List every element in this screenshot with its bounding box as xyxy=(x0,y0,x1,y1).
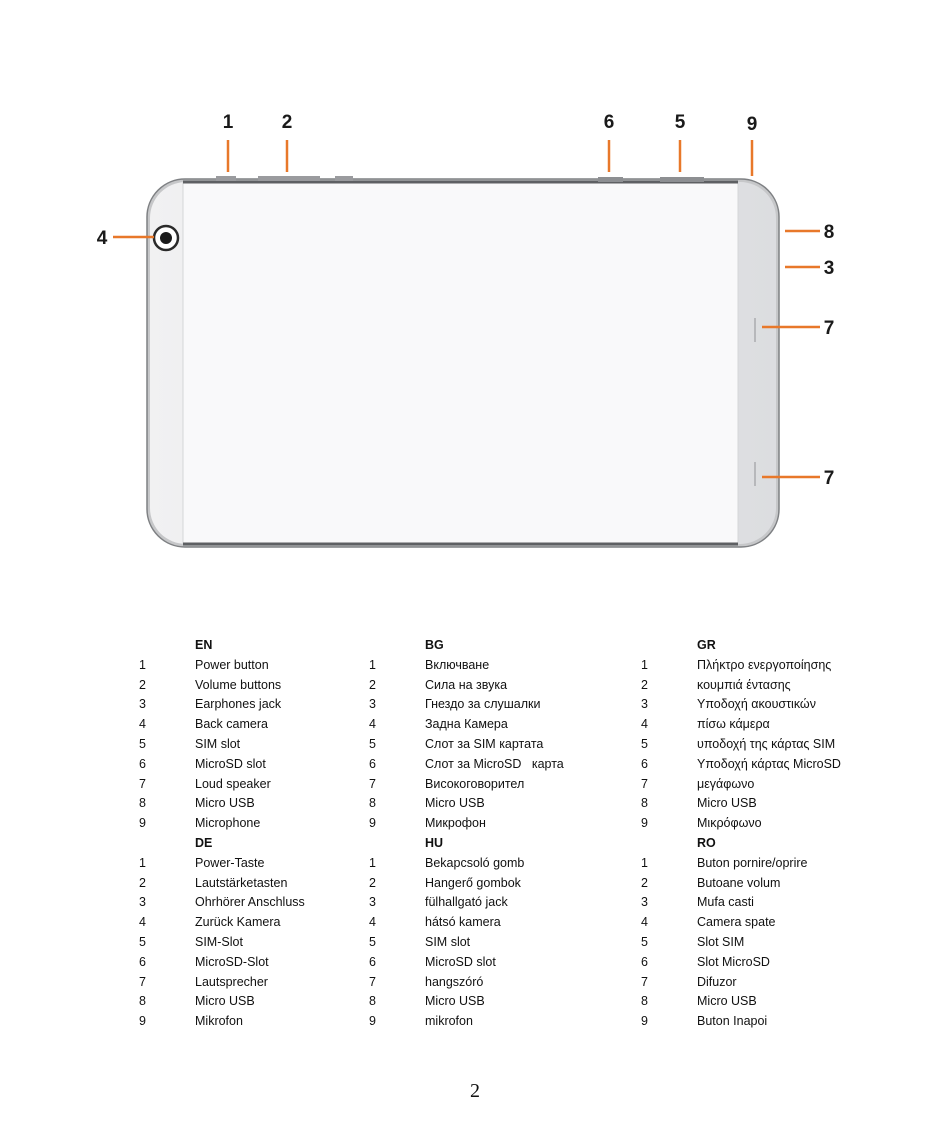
legend-row xyxy=(137,794,367,814)
page-number: 2 xyxy=(470,1080,480,1102)
item-label: Слот за SIM картата xyxy=(425,736,544,751)
legend-row xyxy=(137,735,367,755)
item-number: 7 xyxy=(369,776,376,791)
legend-row xyxy=(367,992,632,1012)
item-number: 9 xyxy=(369,1014,376,1029)
item-number: 1 xyxy=(139,657,146,672)
item-number: 1 xyxy=(369,657,376,672)
item-number: 8 xyxy=(369,796,376,811)
legend-row xyxy=(137,715,367,735)
item-number: 6 xyxy=(139,756,146,771)
item-label: MicroSD slot xyxy=(425,954,496,969)
legend-row xyxy=(639,1012,919,1032)
item-number: 2 xyxy=(369,875,376,890)
legend-row xyxy=(367,874,632,894)
item-label: hátsó kamera xyxy=(425,915,501,930)
item-number: 9 xyxy=(369,816,376,831)
item-label: κουμπιά έντασης xyxy=(697,677,791,692)
item-label: Slot SIM xyxy=(697,934,745,949)
callout-7-top: 7 xyxy=(823,318,835,339)
legend-row xyxy=(137,695,367,715)
item-number: 7 xyxy=(641,776,648,791)
item-label: SIM-Slot xyxy=(195,934,243,949)
legend-row xyxy=(367,913,632,933)
item-number: 3 xyxy=(139,895,146,910)
item-number: 6 xyxy=(139,954,146,969)
callout-4: 4 xyxy=(96,228,108,249)
item-number: 3 xyxy=(139,697,146,712)
legend-gr xyxy=(639,636,919,834)
item-label: Задна Камера xyxy=(425,717,508,732)
item-label: Power button xyxy=(195,657,269,672)
legend-row xyxy=(367,893,632,913)
item-number: 2 xyxy=(139,677,146,692)
item-number: 9 xyxy=(139,816,146,831)
legend-en xyxy=(137,636,367,834)
item-label: Slot MicroSD xyxy=(697,954,770,969)
item-label: Micro USB xyxy=(195,796,255,811)
legend-heading: BG xyxy=(425,638,444,652)
legend-row xyxy=(639,933,919,953)
item-number: 9 xyxy=(641,816,648,831)
item-label: Гнездо за слушалки xyxy=(425,697,541,712)
legend-row xyxy=(639,794,919,814)
legend-row xyxy=(137,992,367,1012)
item-label: mikrofon xyxy=(425,1014,473,1029)
item-label: Mufa casti xyxy=(697,895,754,910)
legend-row xyxy=(367,814,632,834)
item-number: 6 xyxy=(369,756,376,771)
legend-heading: HU xyxy=(425,836,444,850)
item-label: Micro USB xyxy=(425,994,485,1009)
legend-row xyxy=(639,913,919,933)
legend-row xyxy=(639,992,919,1012)
item-label: Сила на звука xyxy=(425,677,508,692)
legend-row xyxy=(137,676,367,696)
legend-row xyxy=(137,893,367,913)
callout-9: 9 xyxy=(746,114,758,135)
item-number: 1 xyxy=(641,657,648,672)
legend-row xyxy=(367,735,632,755)
item-label: μεγάφωνο xyxy=(697,776,755,791)
item-label: Hangerő gombok xyxy=(425,875,521,890)
legend-heading: RO xyxy=(697,836,716,850)
legend-row xyxy=(137,755,367,775)
item-label: Lautsprecher xyxy=(195,974,268,989)
legend-row xyxy=(367,1012,632,1032)
item-label: Back camera xyxy=(195,717,268,732)
item-number: 6 xyxy=(641,756,648,771)
item-number: 8 xyxy=(641,796,648,811)
item-number: 4 xyxy=(369,717,376,732)
item-label: Micro USB xyxy=(697,994,757,1009)
item-label: Buton pornire/oprire xyxy=(697,855,808,870)
legend-row xyxy=(639,695,919,715)
item-number: 5 xyxy=(369,736,376,751)
item-number: 9 xyxy=(641,1014,648,1029)
callout-7-bottom: 7 xyxy=(823,468,835,489)
tablet-body xyxy=(147,179,779,547)
item-label: Micro USB xyxy=(697,796,757,811)
item-number: 2 xyxy=(641,677,648,692)
legend-row xyxy=(639,676,919,696)
item-number: 5 xyxy=(369,934,376,949)
item-number: 3 xyxy=(641,895,648,910)
legend-row xyxy=(639,656,919,676)
item-number: 7 xyxy=(139,776,146,791)
back-camera-icon xyxy=(154,226,178,250)
item-number: 1 xyxy=(139,855,146,870)
item-label: Power-Taste xyxy=(195,855,265,870)
item-number: 5 xyxy=(139,736,146,751)
item-number: 2 xyxy=(369,677,376,692)
item-label: SIM slot xyxy=(425,934,471,949)
legend-row xyxy=(639,874,919,894)
callout-6: 6 xyxy=(603,112,615,133)
legend-row xyxy=(137,874,367,894)
legend-row xyxy=(367,775,632,795)
item-label: Micro USB xyxy=(425,796,485,811)
item-label: Camera spate xyxy=(697,915,776,930)
item-number: 4 xyxy=(139,717,146,732)
legend-row xyxy=(639,854,919,874)
item-label: Butoane volum xyxy=(697,875,781,890)
legend-row xyxy=(367,973,632,993)
legend-row xyxy=(367,794,632,814)
legend-row xyxy=(639,953,919,973)
item-label: Loud speaker xyxy=(195,776,271,791)
item-label: Lautstärketasten xyxy=(195,875,288,890)
item-number: 3 xyxy=(369,697,376,712)
item-label: υποδοχή της κάρτας SIM xyxy=(697,736,836,751)
item-number: 5 xyxy=(641,934,648,949)
legend-row xyxy=(137,656,367,676)
item-label: Υποδοχή ακουστικών xyxy=(697,697,816,712)
legend-row xyxy=(367,656,632,676)
item-number: 8 xyxy=(139,994,146,1009)
item-number: 6 xyxy=(369,954,376,969)
legend-row xyxy=(639,973,919,993)
item-number: 5 xyxy=(641,736,648,751)
callout-1: 1 xyxy=(222,112,234,133)
item-number: 8 xyxy=(369,994,376,1009)
item-number: 4 xyxy=(369,915,376,930)
item-label: Buton Inapoi xyxy=(697,1014,768,1029)
item-label: Включване xyxy=(425,657,490,672)
legend-row xyxy=(367,695,632,715)
item-number: 3 xyxy=(641,697,648,712)
callout-5: 5 xyxy=(674,112,686,133)
legend-heading: EN xyxy=(195,638,213,652)
item-number: 8 xyxy=(641,994,648,1009)
item-number: 8 xyxy=(139,796,146,811)
callout-8: 8 xyxy=(823,222,835,243)
item-label: Mikrofon xyxy=(195,1014,243,1029)
legend-row xyxy=(639,715,919,735)
item-label: Micro USB xyxy=(195,994,255,1009)
legend-row xyxy=(367,755,632,775)
legend-heading: GR xyxy=(697,638,716,652)
item-number: 3 xyxy=(369,895,376,910)
legend-row xyxy=(367,854,632,874)
item-label: Earphones jack xyxy=(195,697,282,712)
item-label: Πλήκτρο ενεργοποίησης xyxy=(697,657,832,672)
legend-row xyxy=(137,854,367,874)
legend-row xyxy=(137,913,367,933)
item-label: Υποδοχή κάρτας MicroSD xyxy=(697,756,841,771)
legend-hu xyxy=(367,834,632,1032)
legend-row xyxy=(137,933,367,953)
legend-de xyxy=(137,834,367,1032)
legend-row xyxy=(367,676,632,696)
item-number: 4 xyxy=(139,915,146,930)
item-number: 6 xyxy=(641,954,648,969)
legend-row xyxy=(639,755,919,775)
callout-3: 3 xyxy=(823,258,835,279)
legend-bg xyxy=(367,636,632,834)
legend-row xyxy=(137,1012,367,1032)
legend-row xyxy=(137,953,367,973)
item-label: MicroSD slot xyxy=(195,756,266,771)
legend-row xyxy=(639,893,919,913)
item-label: Zurück Kamera xyxy=(195,915,281,930)
item-label: Bekapcsoló gomb xyxy=(425,855,525,870)
item-label: SIM slot xyxy=(195,736,241,751)
legend-row xyxy=(367,715,632,735)
legend-row xyxy=(639,775,919,795)
item-label: πίσω κάμερα xyxy=(697,717,770,732)
legend-row xyxy=(367,933,632,953)
item-label: Ohrhörer Anschluss xyxy=(195,895,305,910)
item-label: fülhallgató jack xyxy=(425,895,508,910)
item-number: 5 xyxy=(139,934,146,949)
item-number: 7 xyxy=(369,974,376,989)
legend-row xyxy=(137,814,367,834)
item-number: 2 xyxy=(641,875,648,890)
item-number: 4 xyxy=(641,915,648,930)
item-number: 2 xyxy=(139,875,146,890)
item-number: 9 xyxy=(139,1014,146,1029)
item-label: Μικρόφωνο xyxy=(697,816,762,831)
legend-row xyxy=(639,735,919,755)
legend-ro xyxy=(639,834,919,1032)
item-label: Microphone xyxy=(195,816,261,831)
item-number: 7 xyxy=(641,974,648,989)
legend-heading: DE xyxy=(195,836,213,850)
legend-row xyxy=(137,775,367,795)
item-label: MicroSD-Slot xyxy=(195,954,269,969)
item-number: 1 xyxy=(641,855,648,870)
item-number: 4 xyxy=(641,717,648,732)
item-label: Високоговорител xyxy=(425,776,525,791)
item-label: Volume buttons xyxy=(195,677,282,692)
item-label: Слот за MicroSD карта xyxy=(425,756,564,771)
item-label: Difuzor xyxy=(697,974,737,989)
item-number: 7 xyxy=(139,974,146,989)
item-label: Микрофон xyxy=(425,816,486,831)
callout-2: 2 xyxy=(281,112,293,133)
legend-row xyxy=(367,953,632,973)
item-label: hangszóró xyxy=(425,974,484,989)
legend-row xyxy=(639,814,919,834)
legend-row xyxy=(137,973,367,993)
item-number: 1 xyxy=(369,855,376,870)
